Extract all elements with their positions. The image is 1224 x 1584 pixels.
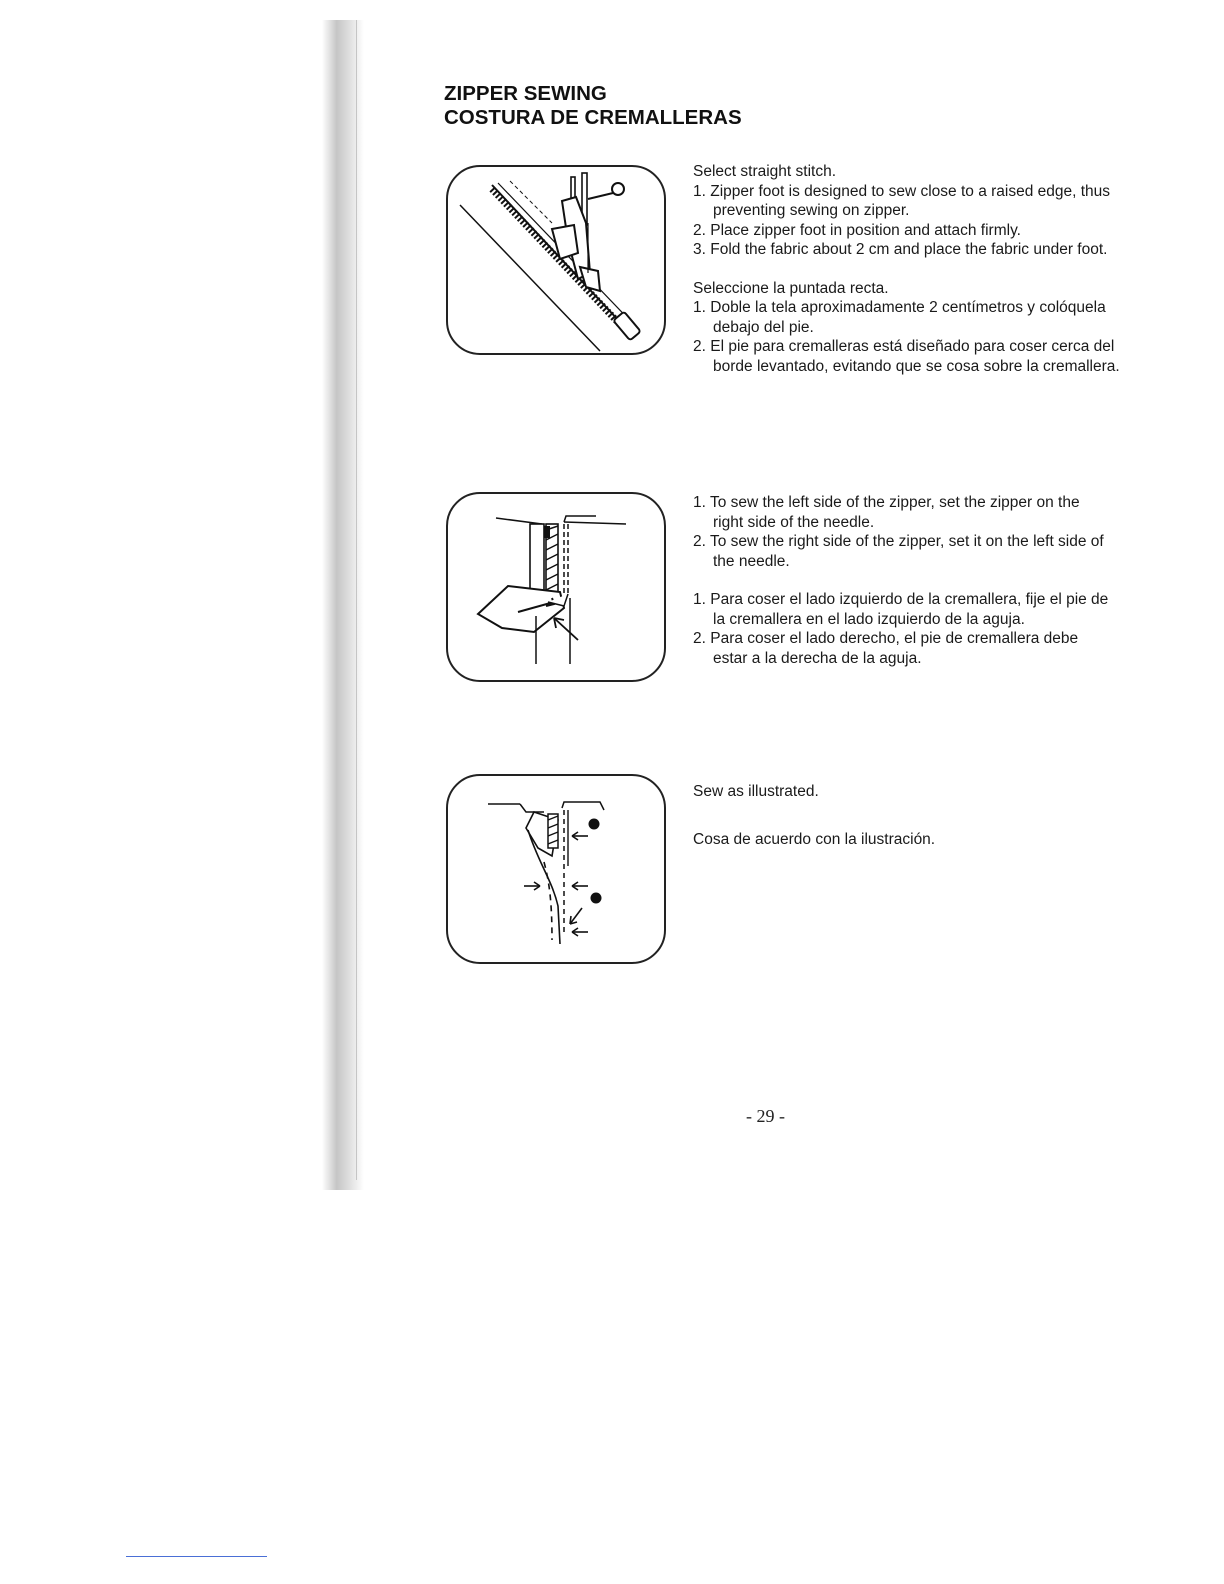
list-item: 1. Zipper foot is designed to sew close to a raised edge, thus preventing sewing on zipper. xyxy=(693,182,1111,219)
steps-en xyxy=(693,493,1113,571)
zipper-seam-arrows-illustration xyxy=(448,776,664,962)
steps-es xyxy=(693,590,1113,668)
zipper-side-needle-illustration xyxy=(448,494,664,680)
intro-en: Sew as illustrated. xyxy=(693,783,819,800)
list-item: 1. To sew the left side of the zipper, set the zipper on the right side of the needle. xyxy=(693,494,1080,531)
list-item: 1. Para coser el lado izquierdo de la cremallera, fije el pie de la cremallera en el lado izquierdo de la aguja. xyxy=(693,591,1109,628)
list-item: 2. Para coser el lado derecho, el pie de cremallera debe estar a la derecha de la aguja. xyxy=(693,630,1079,667)
list-item: 2. Place zipper foot in position and attach firmly. xyxy=(693,221,1021,239)
scan-binding-shadow xyxy=(322,20,364,1190)
steps-es xyxy=(693,298,1123,376)
scan-binding-line xyxy=(356,20,357,1180)
figure-needle-side xyxy=(446,492,666,682)
section-1-text xyxy=(693,162,1123,376)
page-title xyxy=(444,82,742,130)
intro-en: Select straight stitch. xyxy=(693,163,837,180)
title-english: ZIPPER SEWING xyxy=(444,82,607,105)
section-2-text xyxy=(693,493,1113,668)
page-number: - 29 - xyxy=(746,1106,785,1126)
intro-es: Cosa de acuerdo con la ilustración. xyxy=(693,830,936,848)
bottom-underline xyxy=(126,1556,267,1557)
figure-sew-illustrated xyxy=(446,774,666,964)
figure-zipper-foot xyxy=(446,165,666,355)
zipper-foot-attachment-illustration xyxy=(448,167,664,353)
steps-en xyxy=(693,182,1123,260)
section-3-text xyxy=(693,782,1113,849)
list-item: 2. To sew the right side of the zipper, set it on the left side of the needle. xyxy=(693,533,1104,570)
intro-es: Seleccione la puntada recta. xyxy=(693,279,889,297)
title-spanish: COSTURA DE CREMALLERAS xyxy=(444,106,742,129)
list-item: 1. Doble la tela aproximadamente 2 centímetros y colóquela debajo del pie. xyxy=(693,299,1106,336)
list-item: 2. El pie para cremalleras está diseñado para coser cerca del borde levantado, evitando que se cosa sobre la cremallera. xyxy=(693,338,1120,375)
list-item: 3. Fold the fabric about 2 cm and place the fabric under foot. xyxy=(693,241,1108,258)
